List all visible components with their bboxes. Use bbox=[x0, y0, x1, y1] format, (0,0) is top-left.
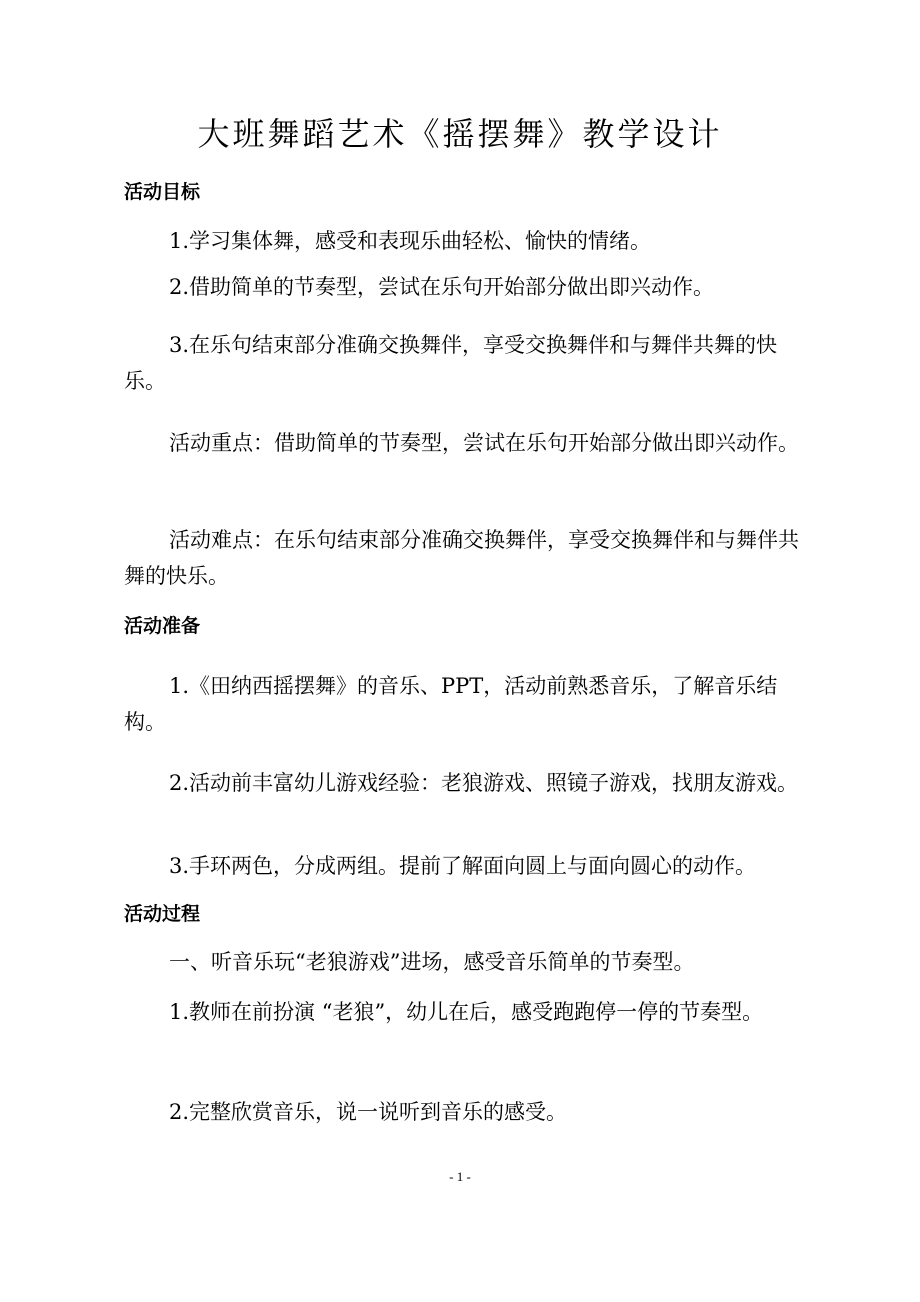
section-heading-goals: 活动目标 bbox=[124, 181, 201, 203]
preparation-item-3: 3.手环两色，分成两组。提前了解面向圆上与面向圆心的动作。 bbox=[169, 854, 757, 878]
goal-item-2: 2.借助简单的节奏型，尝试在乐句开始部分做出即兴动作。 bbox=[169, 275, 715, 299]
section-heading-process: 活动过程 bbox=[124, 903, 201, 925]
preparation-item-2: 2.活动前丰富幼儿游戏经验：老狼游戏、照镜子游戏，找朋友游戏。 bbox=[169, 771, 799, 795]
process-item-1: 一、听音乐玩“老狼游戏”进场，感受音乐简单的节奏型。 bbox=[169, 950, 695, 974]
page-number: - 1 - bbox=[449, 1169, 471, 1184]
process-item-3: 2.完整欣赏音乐，说一说听到音乐的感受。 bbox=[169, 1100, 568, 1124]
goal-item-3: 3.在乐句结束部分准确交换舞伴，享受交换舞伴和与舞伴共舞的快乐。 bbox=[124, 333, 778, 393]
section-heading-preparation: 活动准备 bbox=[124, 615, 201, 637]
process-item-2: 1.教师在前扮演 “老狼”，幼儿在后，感受跑跑停一停的节奏型。 bbox=[169, 1000, 764, 1024]
document-title: 大班舞蹈艺术《摇摆舞》教学设计 bbox=[197, 115, 723, 153]
goal-item-1: 1.学习集体舞，感受和表现乐曲轻松、愉快的情绪。 bbox=[169, 229, 652, 253]
key-point: 活动重点：借助简单的节奏型，尝试在乐句开始部分做出即兴动作。 bbox=[169, 431, 799, 455]
preparation-item-1: 1.《田纳西摇摆舞》的音乐、PPT，活动前熟悉音乐，了解音乐结构。 bbox=[124, 674, 778, 734]
difficulty-point: 活动难点：在乐句结束部分准确交换舞伴，享受交换舞伴和与舞伴共舞的快乐。 bbox=[124, 528, 799, 588]
